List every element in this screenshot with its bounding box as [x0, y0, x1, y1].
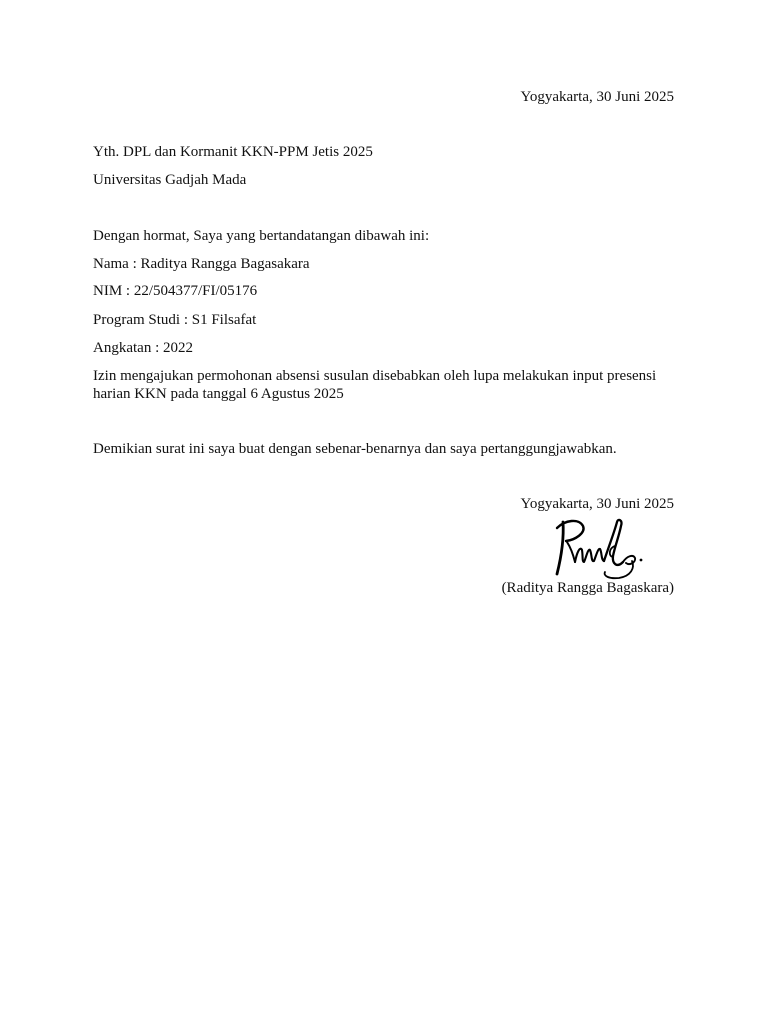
closing-line: Demikian surat ini saya buat dengan sebenar-benarnya dan saya pertanggungjawabkan.: [93, 441, 617, 457]
request-line-1: Izin mengajukan permohonan absensi susulan disebabkan oleh lupa melakukan input presensi: [93, 368, 657, 384]
request-paragraph: [93, 367, 683, 403]
request-line-2: harian KKN pada tanggal 6 Agustus 2025: [93, 386, 344, 402]
letter-date-bottom: Yogyakarta, 30 Juni 2025: [520, 496, 674, 512]
recipient-line-2: Universitas Gadjah Mada: [93, 172, 247, 188]
program-line: Program Studi : S1 Filsafat: [93, 312, 257, 328]
signer-name: (Raditya Rangga Bagaskara): [501, 580, 674, 596]
angkatan-line: Angkatan : 2022: [93, 340, 193, 356]
greeting-line: Dengan hormat, Saya yang bertandatangan dibawah ini:: [93, 228, 430, 244]
signature-image: [553, 516, 649, 582]
letter-date-top: Yogyakarta, 30 Juni 2025: [520, 89, 674, 105]
name-line: Nama : Raditya Rangga Bagasakara: [93, 256, 310, 272]
recipient-line-1: Yth. DPL dan Kormanit KKN-PPM Jetis 2025: [93, 144, 373, 160]
nim-line: NIM : 22/504377/FI/05176: [93, 283, 258, 299]
